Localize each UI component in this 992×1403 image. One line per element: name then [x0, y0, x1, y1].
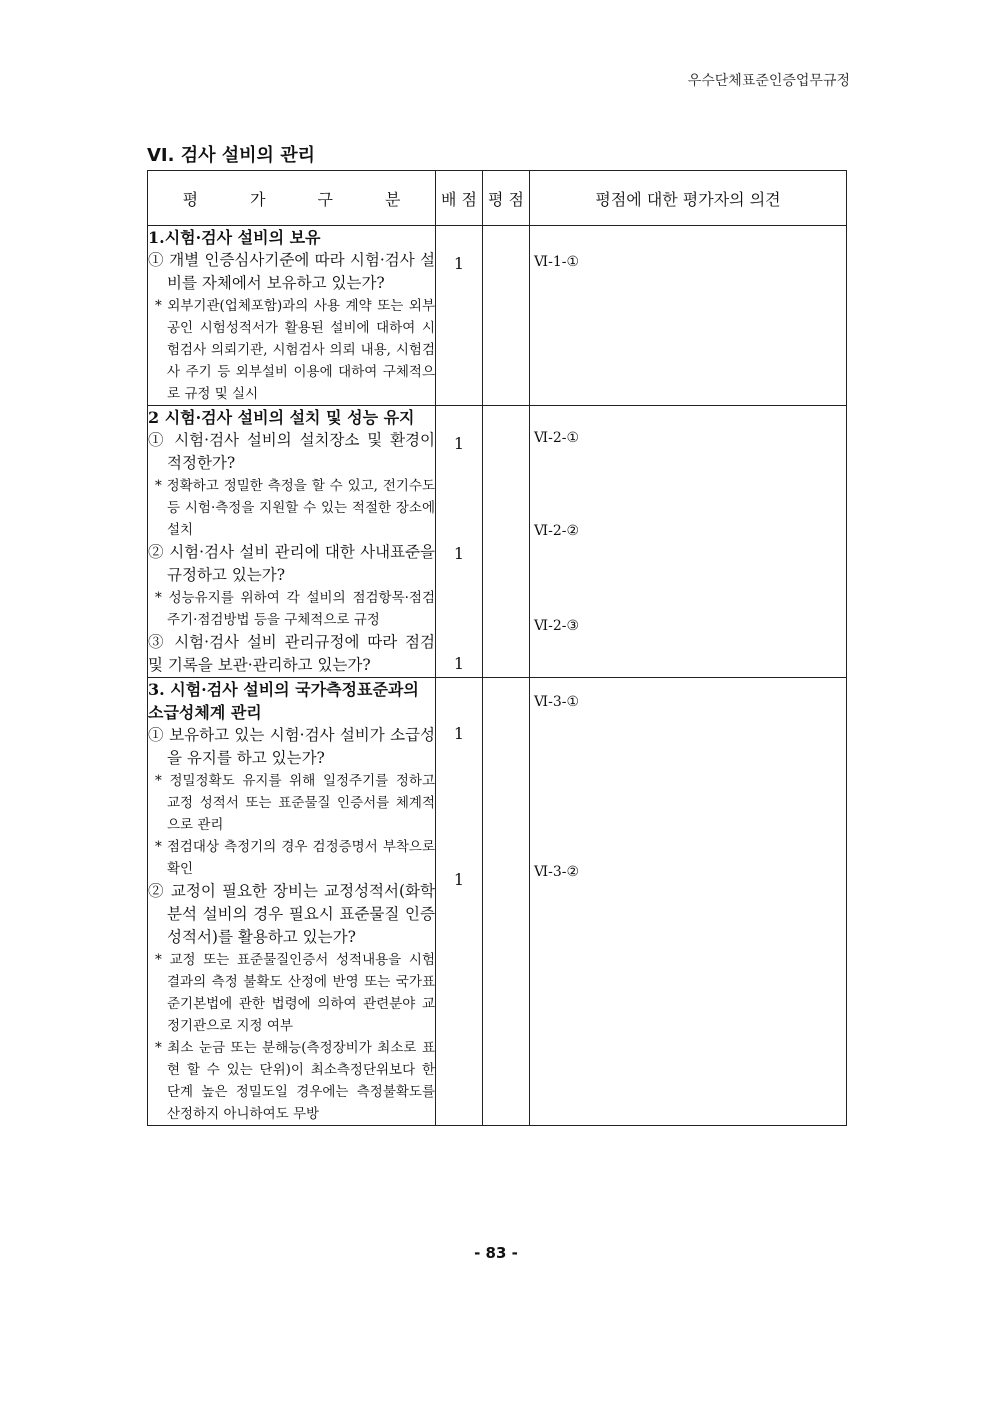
table-row — [148, 406, 847, 678]
note-text: * 성능유지를 위하여 각 설비의 점검항목·점검주기·점검방법 등을 구체적으로 규정 — [155, 590, 435, 628]
item-cell — [148, 678, 436, 1126]
note-text: * 정확하고 정밀한 측정을 할 수 있고, 전기수도 등 시험·측정을 지원할 수 있는 적절한 장소에 설치 — [155, 478, 435, 538]
comment-ref: Ⅵ-3-① — [534, 694, 580, 710]
comment-ref: Ⅵ-2-① — [534, 430, 580, 446]
question-text: ② 시험·검사 설비 관리에 대한 사내표준을 규정하고 있는가? — [148, 543, 435, 584]
question-text: ① 시험·검사 설비의 설치장소 및 환경이 적정한가? — [148, 431, 435, 472]
header-score: 평 점 — [483, 171, 530, 226]
block-title: 2 시험·검사 설비의 설치 및 성능 유지 — [148, 408, 415, 427]
table-row — [148, 678, 847, 1126]
item-cell — [148, 226, 436, 406]
evaluation-table — [147, 170, 847, 1126]
comment-cell[interactable] — [530, 406, 847, 678]
item-cell — [148, 406, 436, 678]
comment-ref: Ⅵ-1-① — [534, 254, 580, 270]
comment-ref: Ⅵ-3-② — [534, 864, 580, 880]
comment-cell[interactable] — [530, 678, 847, 1126]
weight-cell — [436, 406, 483, 678]
question-text: ① 개별 인증심사기준에 따라 시험·검사 설비를 자체에서 보유하고 있는가? — [148, 251, 435, 292]
weight-value: 1 — [453, 724, 465, 743]
question-text: ① 보유하고 있는 시험·검사 설비가 소급성을 유지를 하고 있는가? — [148, 726, 435, 767]
weight-value: 1 — [453, 654, 465, 673]
header-comment: 평점에 대한 평가자의 의견 — [530, 171, 847, 226]
note-text: * 정밀정확도 유지를 위해 일정주기를 정하고 교정 성적서 또는 표준물질 인증서를 체계적으로 관리 — [155, 773, 435, 833]
score-cell[interactable] — [483, 226, 530, 406]
note-text: * 최소 눈금 또는 분해능(측정장비가 최소로 표현 할 수 있는 단위)이 최소측정단위보다 한 단계 높은 정밀도일 경우에는 측정불확도를 산정하지 아니하여도 무방 — [155, 1040, 435, 1122]
score-cell[interactable] — [483, 406, 530, 678]
weight-value: 1 — [453, 544, 465, 563]
weight-value: 1 — [453, 254, 465, 273]
header-item: 평 가 구 분 — [148, 171, 436, 226]
page-number: - 83 - — [474, 1244, 518, 1262]
comment-ref: Ⅵ-2-② — [534, 523, 580, 539]
comment-cell[interactable] — [530, 226, 847, 406]
note-text: * 외부기관(업체포함)과의 사용 계약 또는 외부공인 시험성적서가 활용된 설비에 대하여 시험검사 의뢰기관, 시험검사 의뢰 내용, 시험검사 주기 등 외부설비 이용에 대하여 구체적으로 규정 및 실시 — [155, 298, 435, 402]
weight-cell — [436, 226, 483, 406]
question-text: ③ 시험·검사 설비 관리규정에 따라 점검 및 기록을 보관·관리하고 있는가? — [148, 633, 435, 674]
section-title: VI. 검사 설비의 관리 — [147, 145, 315, 166]
weight-value: 1 — [453, 870, 465, 889]
weight-cell — [436, 678, 483, 1126]
header-weight: 배 점 — [436, 171, 483, 226]
weight-value: 1 — [453, 434, 465, 453]
running-header: 우수단체표준인증업무규정 — [687, 73, 850, 89]
table-row — [148, 226, 847, 406]
table-header-row — [148, 171, 847, 226]
block-title: 1.시험·검사 설비의 보유 — [148, 228, 321, 247]
note-text: * 교정 또는 표준물질인증서 성적내용을 시험 결과의 측정 불확도 산정에 반영 또는 국가표준기본법에 관한 법령에 의하여 관련분야 교정기관으로 지정 여부 — [155, 952, 435, 1034]
score-cell[interactable] — [483, 678, 530, 1126]
question-text: ② 교정이 필요한 장비는 교정성적서(화학 분석 설비의 경우 필요시 표준물질 인증 성적서)를 활용하고 있는가? — [148, 882, 435, 946]
note-text: * 점검대상 측정기의 경우 검정증명서 부착으로 확인 — [155, 839, 435, 877]
comment-ref: Ⅵ-2-③ — [534, 618, 580, 634]
block-title: 3. 시험·검사 설비의 국가측정표준과의 소급성체계 관리 — [148, 680, 419, 722]
